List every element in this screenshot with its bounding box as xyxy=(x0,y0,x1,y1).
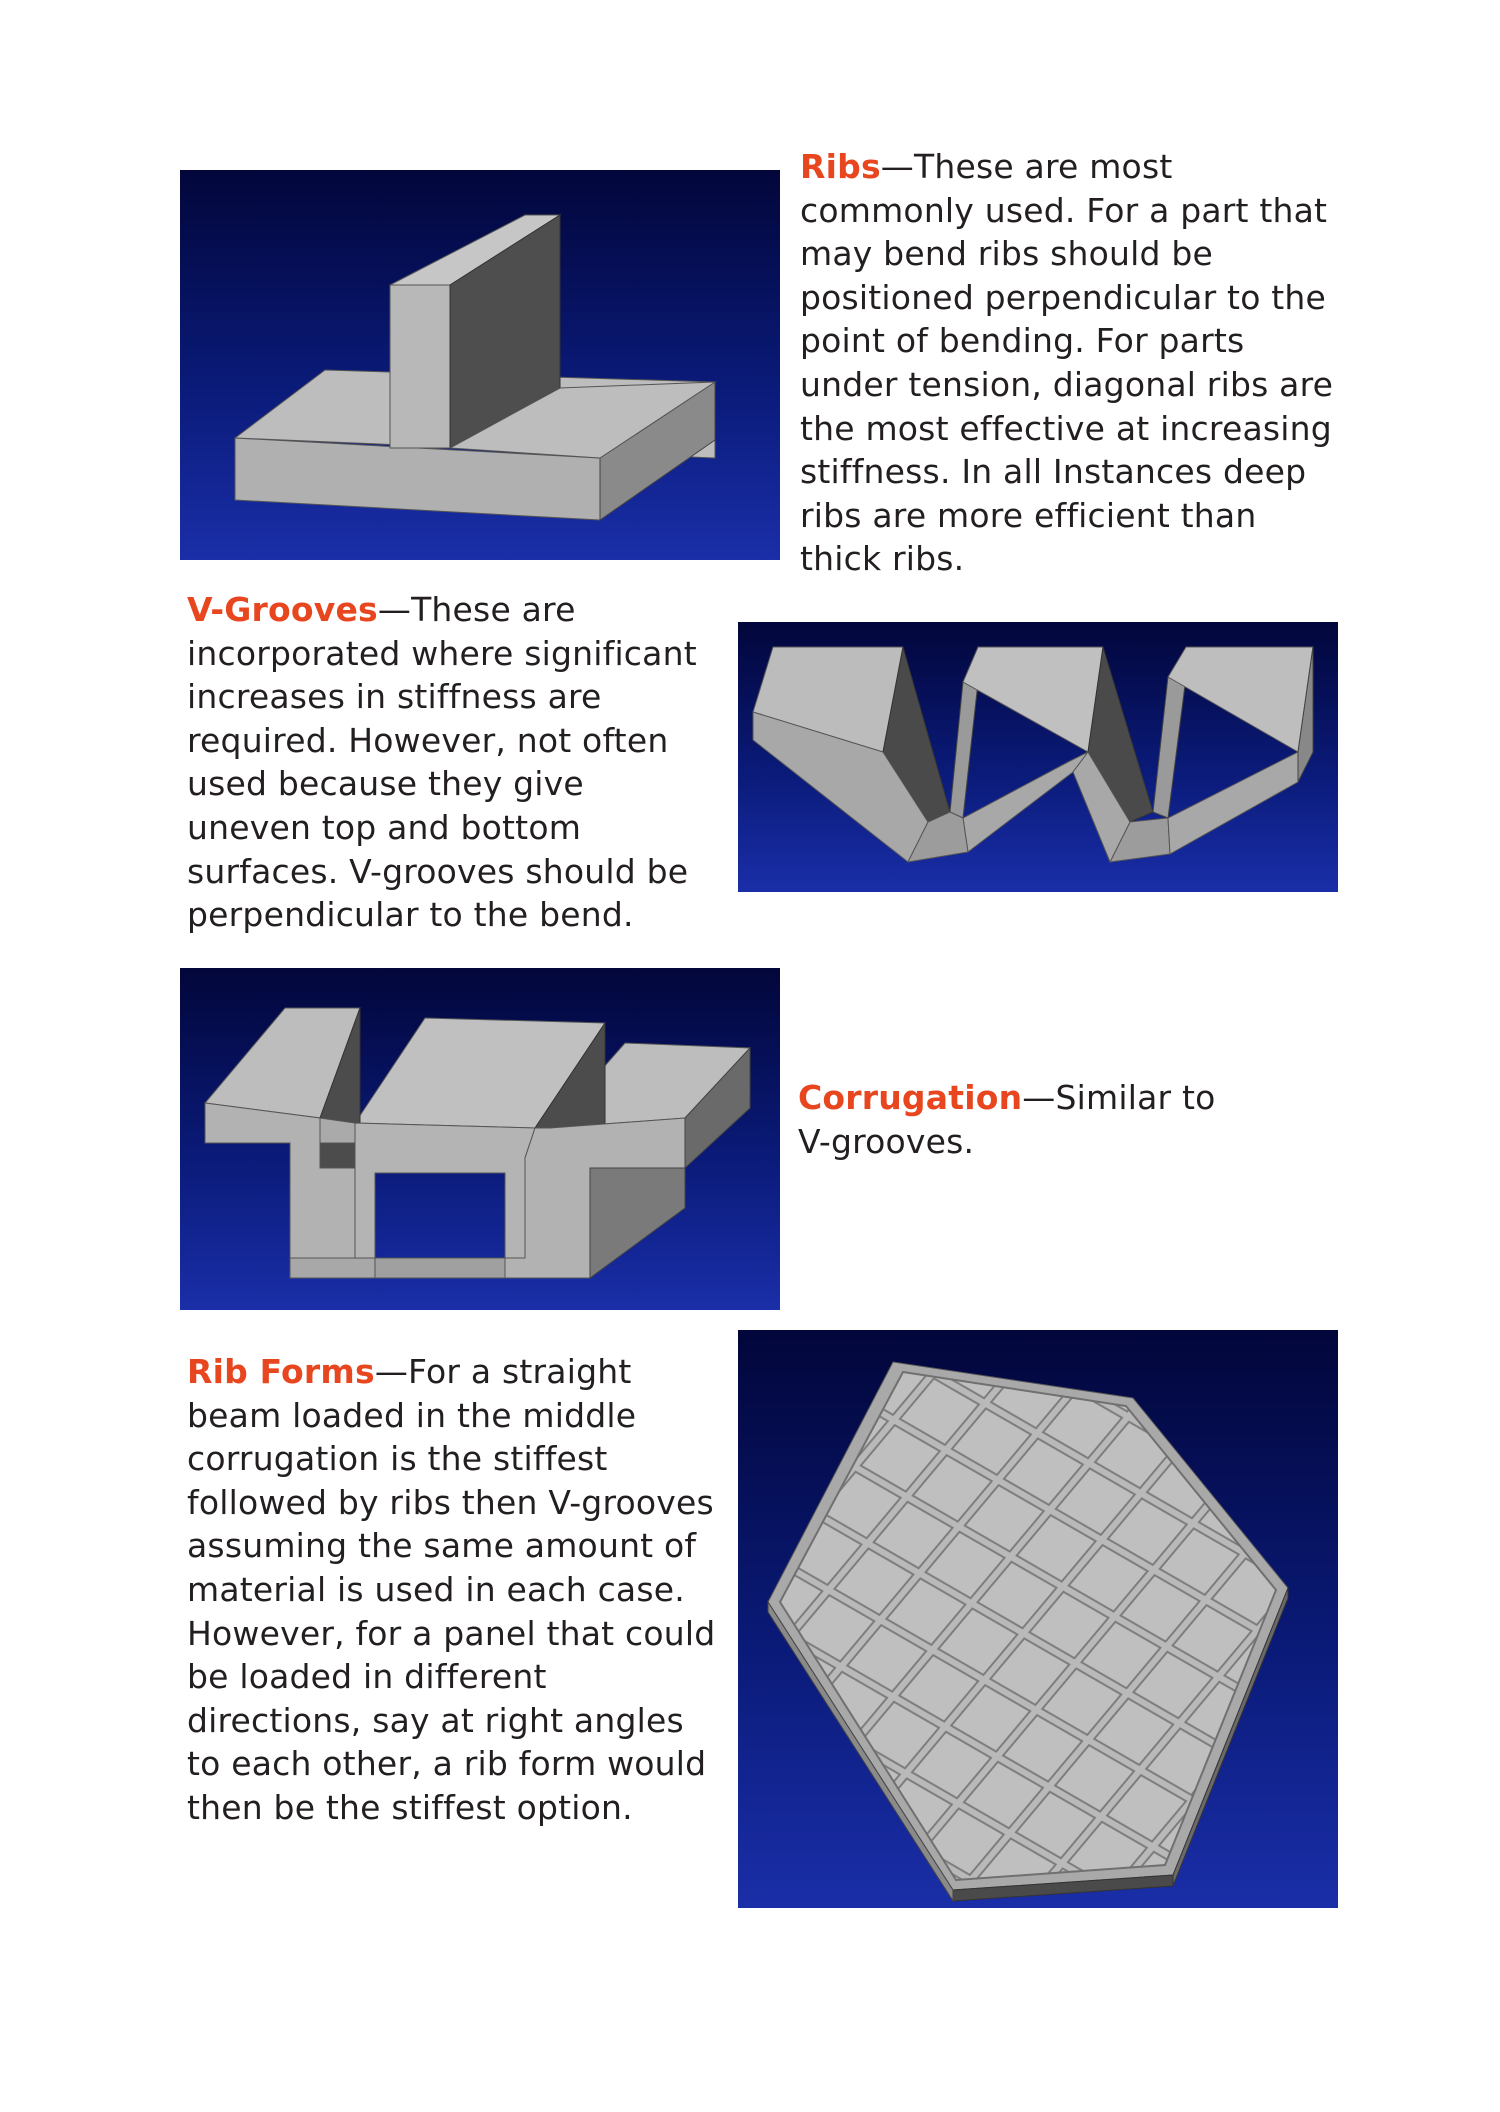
rib-form-panel-illustration xyxy=(738,1330,1338,1908)
corrugation-paragraph xyxy=(798,1076,1218,1163)
rib-part-illustration xyxy=(180,170,780,560)
rib-forms-paragraph xyxy=(187,1350,717,1830)
rib-forms-figure xyxy=(738,1330,1338,1908)
v-grooves-figure xyxy=(738,622,1338,892)
ribs-paragraph xyxy=(800,145,1340,581)
v-groove-part-illustration xyxy=(738,622,1338,892)
v-grooves-paragraph xyxy=(187,588,717,937)
rib-forms-description: —For a straight beam loaded in the middle corrugation is the stiffest followed by ribs then V-grooves assuming the same amount of material is used in each case. However, for a panel that could be loaded in different directions, say at right angles to each other, a rib form would then be the stiffest option. xyxy=(187,1352,716,1827)
corrugation-part-illustration xyxy=(180,968,780,1310)
ribs-term: Ribs xyxy=(800,147,881,186)
ribs-description: —These are most commonly used. For a part that may bend ribs should be positioned perpendicular to the point of bending. For parts under tension, diagonal ribs are the most effective at increasing stiffness. In all Instances deep ribs are more efficient than thick ribs. xyxy=(800,147,1334,579)
ribs-figure xyxy=(180,170,780,560)
corrugation-description: —Similar to V-grooves. xyxy=(798,1078,1216,1161)
rib-forms-term: Rib Forms xyxy=(187,1352,375,1391)
v-grooves-description: —These are incorporated where significant increases in stiffness are required. However, not often used because they give uneven top and bottom surfaces. V-grooves should be perpendicular to the bend. xyxy=(187,590,697,935)
corrugation-term: Corrugation xyxy=(798,1078,1023,1117)
v-grooves-term: V-Grooves xyxy=(187,590,378,629)
corrugation-figure xyxy=(180,968,780,1310)
